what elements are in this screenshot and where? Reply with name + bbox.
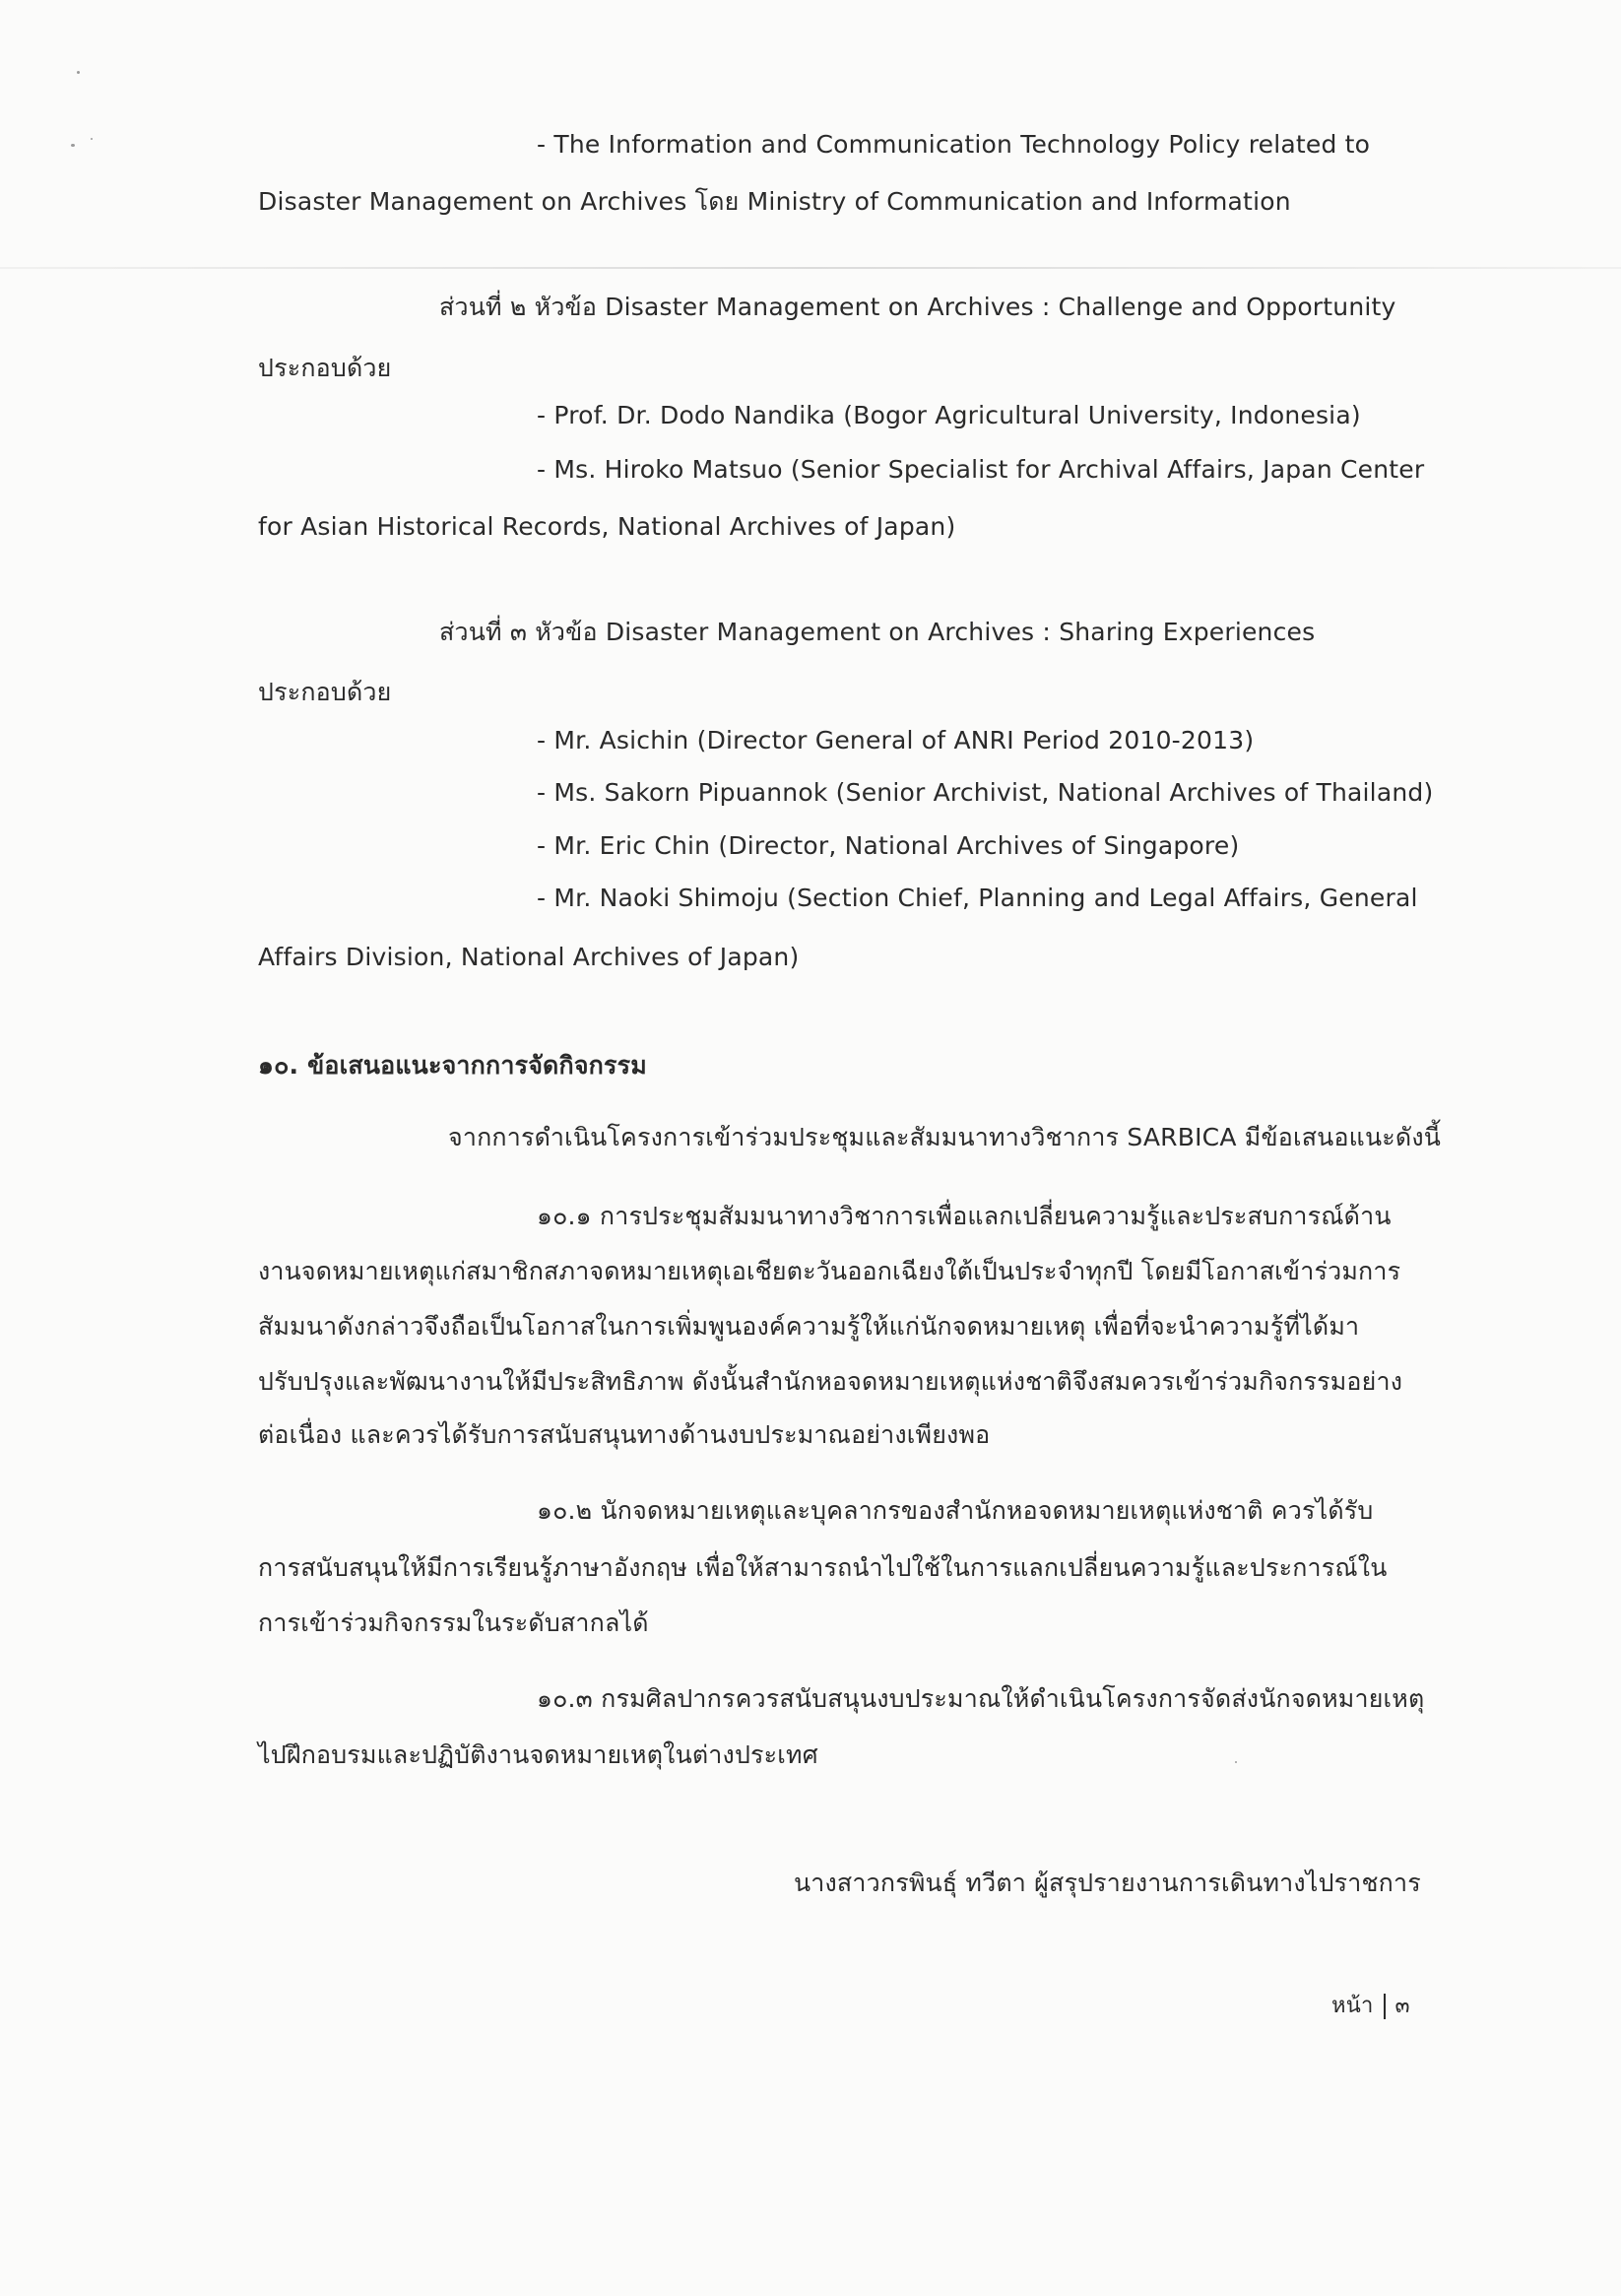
section10-heading: ๑๐. ข้อเสนอแนะจากการจัดกิจกรรม: [258, 1051, 647, 1080]
part2-speaker: - Prof. Dr. Dodo Nandika (Bogor Agricultural University, Indonesia): [537, 401, 1361, 429]
part3-heading: ส่วนที่ ๓ หัวข้อ Disaster Management on Archives : Sharing Experiences: [439, 618, 1316, 646]
page-number: ๓: [1394, 1994, 1410, 2018]
part2-consists-of: ประกอบด้วย: [258, 354, 392, 382]
section10-1-line: ๑๐.๑ การประชุมสัมมนาทางวิชาการเพื่อแลกเปลี่ยนความรู้และประสบการณ์ด้าน: [537, 1202, 1392, 1230]
signature-line: นางสาวกรพินธุ์ ทวีตา ผู้สรุปรายงานการเดินทางไปราชการ: [794, 1869, 1421, 1897]
section10-1-line: ต่อเนื่อง และควรได้รับการสนับสนุนทางด้านงบประมาณอย่างเพียงพอ: [258, 1420, 991, 1449]
section10-3-line: ไปฝึกอบรมและปฏิบัติงานจดหมายเหตุในต่างประเทศ: [258, 1740, 818, 1769]
section10-2-line: การเข้าร่วมกิจกรรมในระดับสากลได้: [258, 1608, 649, 1637]
scan-speck: [71, 144, 75, 147]
part3-speaker: - Mr. Asichin (Director General of ANRI Period 2010-2013): [537, 726, 1255, 754]
part2-heading: ส่วนที่ ๒ หัวข้อ Disaster Management on Archives : Challenge and Opportunity: [439, 293, 1396, 321]
section10-1-line: งานจดหมายเหตุแก่สมาชิกสภาจดหมายเหตุเอเชียตะวันออกเฉียงใต้เป็นประจำทุกปี โดยมีโอกาสเข้าร่วมการ: [258, 1257, 1401, 1285]
section10-2-line: การสนับสนุนให้มีการเรียนรู้ภาษาอังกฤษ เพื่อให้สามารถนำไปใช้ในการแลกเปลี่ยนความรู้และประการณ์ใน: [258, 1553, 1388, 1582]
page-footer: [1331, 1990, 1410, 2023]
section10-3-line: ๑๐.๓ กรมศิลปากรควรสนับสนุนงบประมาณให้ดำเนินโครงการจัดส่งนักจดหมายเหตุ: [537, 1684, 1425, 1713]
page-label: หน้า: [1331, 1994, 1374, 2018]
scan-fold-line: [0, 267, 1621, 269]
part2-speaker-cont: for Asian Historical Records, National Archives of Japan): [258, 512, 956, 541]
section10-intro: จากการดำเนินโครงการเข้าร่วมประชุมและสัมมนาทางวิชาการ SARBICA มีข้อเสนอแนะดังนี้: [448, 1123, 1442, 1151]
section10-2-line: ๑๐.๒ นักจดหมายเหตุและบุคลากรของสำนักหอจดหมายเหตุแห่งชาติ ควรได้รับ: [537, 1496, 1374, 1525]
page-separator: [1384, 1994, 1386, 2019]
scan-speck: [77, 71, 80, 74]
part2-speaker: - Ms. Hiroko Matsuo (Senior Specialist for Archival Affairs, Japan Center: [537, 455, 1425, 484]
part3-speaker: - Ms. Sakorn Pipuannok (Senior Archivist, National Archives of Thailand): [537, 778, 1434, 807]
intro-line-1: - The Information and Communication Technology Policy related to: [537, 130, 1371, 159]
part3-speaker: - Mr. Naoki Shimoju (Section Chief, Planning and Legal Affairs, General: [537, 884, 1418, 912]
scan-speck: [1235, 1761, 1237, 1763]
part3-speaker: - Mr. Eric Chin (Director, National Archives of Singapore): [537, 831, 1240, 860]
part3-consists-of: ประกอบด้วย: [258, 678, 392, 706]
section10-1-line: ปรับปรุงและพัฒนางานให้มีประสิทธิภาพ ดังนั้นสำนักหอจดหมายเหตุแห่งชาติจึงสมควรเข้าร่วมกิจกรรมอย่าง: [258, 1367, 1403, 1396]
part3-speaker-cont: Affairs Division, National Archives of Japan): [258, 943, 800, 971]
intro-line-2: Disaster Management on Archives โดย Ministry of Communication and Information: [258, 187, 1291, 216]
section10-1-line: สัมมนาดังกล่าวจึงถือเป็นโอกาสในการเพิ่มพูนองค์ความรู้ให้แก่นักจดหมายเหตุ เพื่อที่จะนำความรู้ที่ได้มา: [258, 1312, 1360, 1341]
scan-speck: [91, 138, 93, 140]
